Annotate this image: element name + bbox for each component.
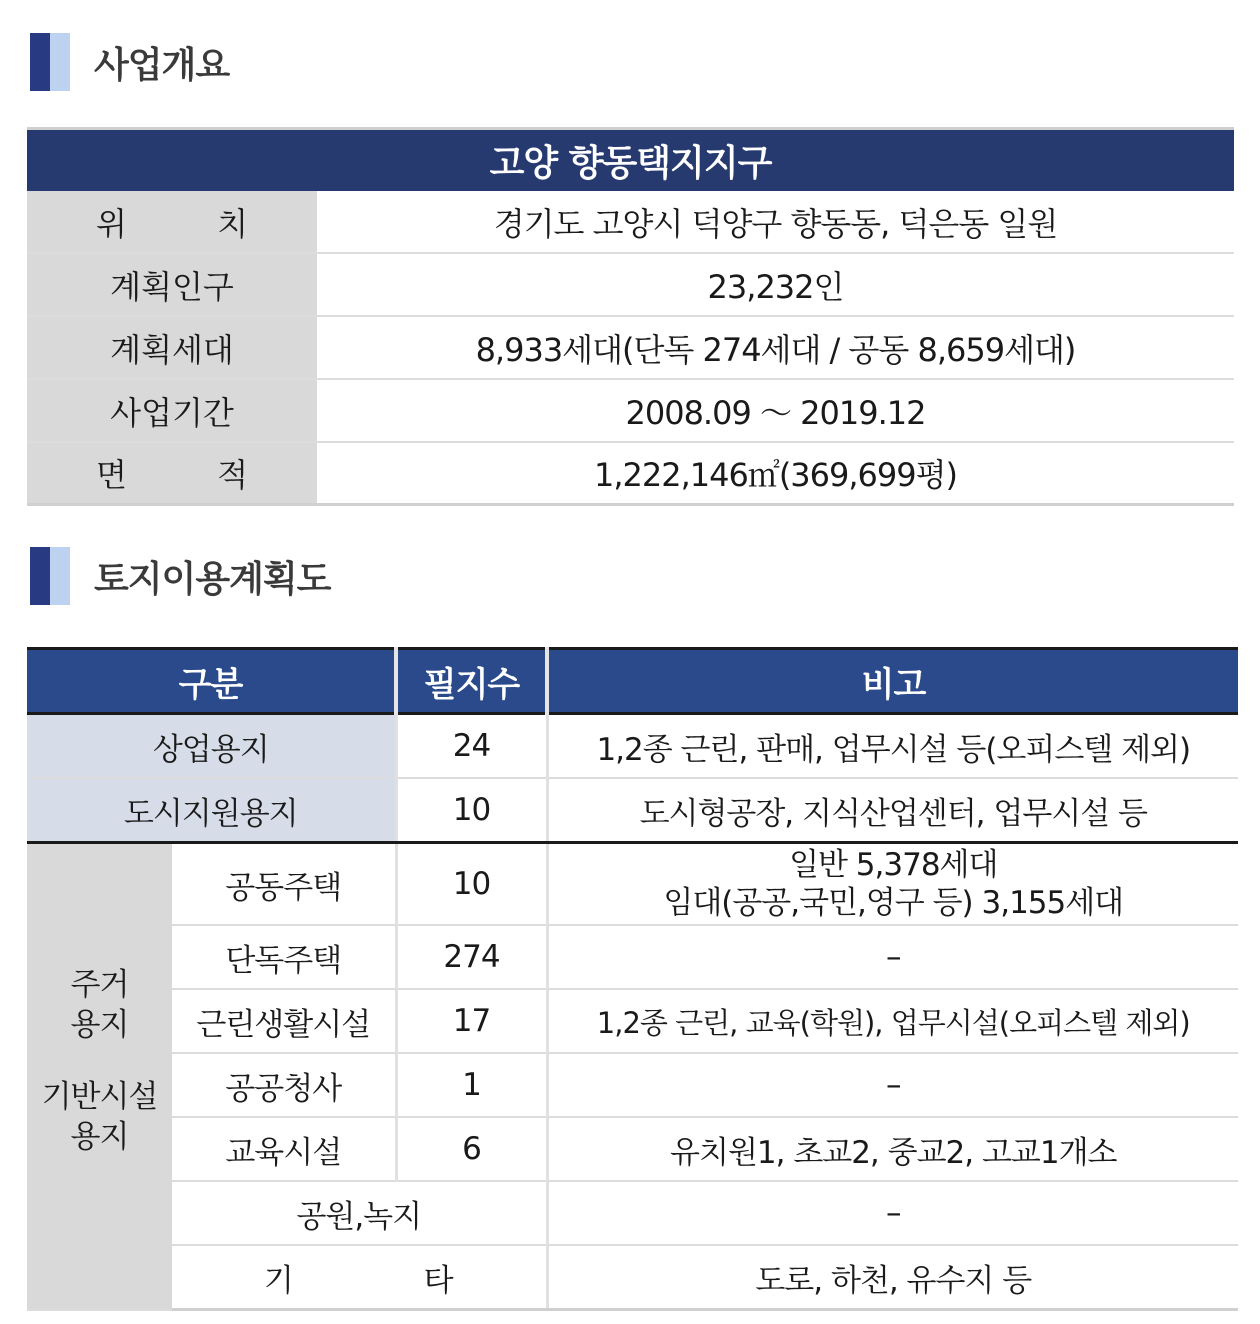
overview-value: 23,232인 (707, 267, 844, 306)
note-line: 일반 5,378세대 (789, 847, 998, 883)
overview-row-population (27, 254, 1234, 317)
table-row-detached (27, 925, 1238, 989)
overview-row-area (27, 443, 1234, 506)
row-label (172, 1245, 547, 1310)
row-note: 유치원1, 초교2, 중교2, 고교1개소 (547, 1117, 1238, 1181)
landuse-header-row (27, 649, 1238, 714)
table-row-education (27, 1117, 1238, 1181)
table-row-urban-support (27, 778, 1238, 843)
row-count: 10 (396, 843, 547, 926)
row-note: 1,2종 근린, 교육(학원), 업무시설(오피스텔 제외) (547, 989, 1238, 1053)
note-line: 임대(공공,국민,영구 등) 3,155세대 (663, 885, 1124, 921)
table-row-public-office (27, 1053, 1238, 1117)
row-label: 공동주택 (172, 843, 396, 926)
section-marker-icon (30, 33, 70, 91)
row-count: 10 (396, 778, 547, 843)
row-count: 6 (396, 1117, 547, 1181)
overview-value: 8,933세대(단독 274세대 / 공동 8,659세대) (475, 330, 1076, 369)
section-title-landuse (30, 547, 330, 605)
group-label-line: 기반시설 (41, 1079, 158, 1115)
row-label: 상업용지 (27, 714, 396, 779)
row-note: 도시형공장, 지식산업센터, 업무시설 등 (547, 778, 1238, 843)
section-title-text: 토지이용계획도 (94, 558, 331, 600)
overview-value: 경기도 고양시 덕양구 향동동, 덕은동 일원 (493, 204, 1058, 243)
landuse-table (27, 647, 1238, 1311)
row-note: 도로, 하천, 유수지 등 (547, 1245, 1238, 1310)
row-label: 교육시설 (172, 1117, 396, 1181)
header-remarks: 비고 (547, 649, 1238, 714)
section-marker-icon (30, 547, 70, 605)
overview-label: 위 치 (27, 191, 317, 252)
row-label: 공원,녹지 (172, 1181, 547, 1245)
group-label-line: 주거 (70, 967, 129, 1003)
overview-row-location (27, 191, 1234, 254)
row-count: 17 (396, 989, 547, 1053)
row-count: 24 (396, 714, 547, 779)
table-row-park (27, 1181, 1238, 1245)
row-label-text: 기 타 (263, 1262, 514, 1299)
table-row-commercial (27, 714, 1238, 779)
group-label-line: 용지 (70, 1119, 129, 1155)
row-note: 1,2종 근린, 판매, 업무시설 등(오피스텔 제외) (547, 714, 1238, 779)
overview-value: 2008.09 ～ 2019.12 (625, 393, 926, 432)
row-label: 도시지원용지 (27, 778, 396, 843)
row-label: 근린생활시설 (172, 989, 396, 1053)
overview-row-period (27, 380, 1234, 443)
row-note: – (547, 1053, 1238, 1117)
row-label: 단독주택 (172, 925, 396, 989)
section-title-text: 사업개요 (94, 44, 230, 86)
group-label-line: 용지 (70, 1007, 129, 1043)
group-residential (27, 843, 172, 1054)
row-note (547, 843, 1238, 926)
table-row-apartment (27, 843, 1238, 926)
overview-table (27, 127, 1234, 506)
table-row-neighborhood (27, 989, 1238, 1053)
table-row-other (27, 1245, 1238, 1310)
row-note: – (547, 1181, 1238, 1245)
overview-label: 사업기간 (27, 380, 317, 441)
row-count: 1 (396, 1053, 547, 1117)
section-title-overview (30, 33, 229, 91)
row-label: 공공청사 (172, 1053, 396, 1117)
row-count: 274 (396, 925, 547, 989)
overview-row-households (27, 317, 1234, 380)
overview-label: 계획인구 (27, 254, 317, 315)
overview-header: 고양 향동택지지구 (27, 127, 1234, 191)
overview-label: 면 적 (27, 443, 317, 503)
row-note: – (547, 925, 1238, 989)
group-infrastructure (27, 1053, 172, 1310)
overview-value: 1,222,146㎡(369,699평) (593, 456, 958, 494)
header-lot-count: 필지수 (396, 649, 547, 714)
header-category: 구분 (27, 649, 396, 714)
overview-label: 계획세대 (27, 317, 317, 378)
